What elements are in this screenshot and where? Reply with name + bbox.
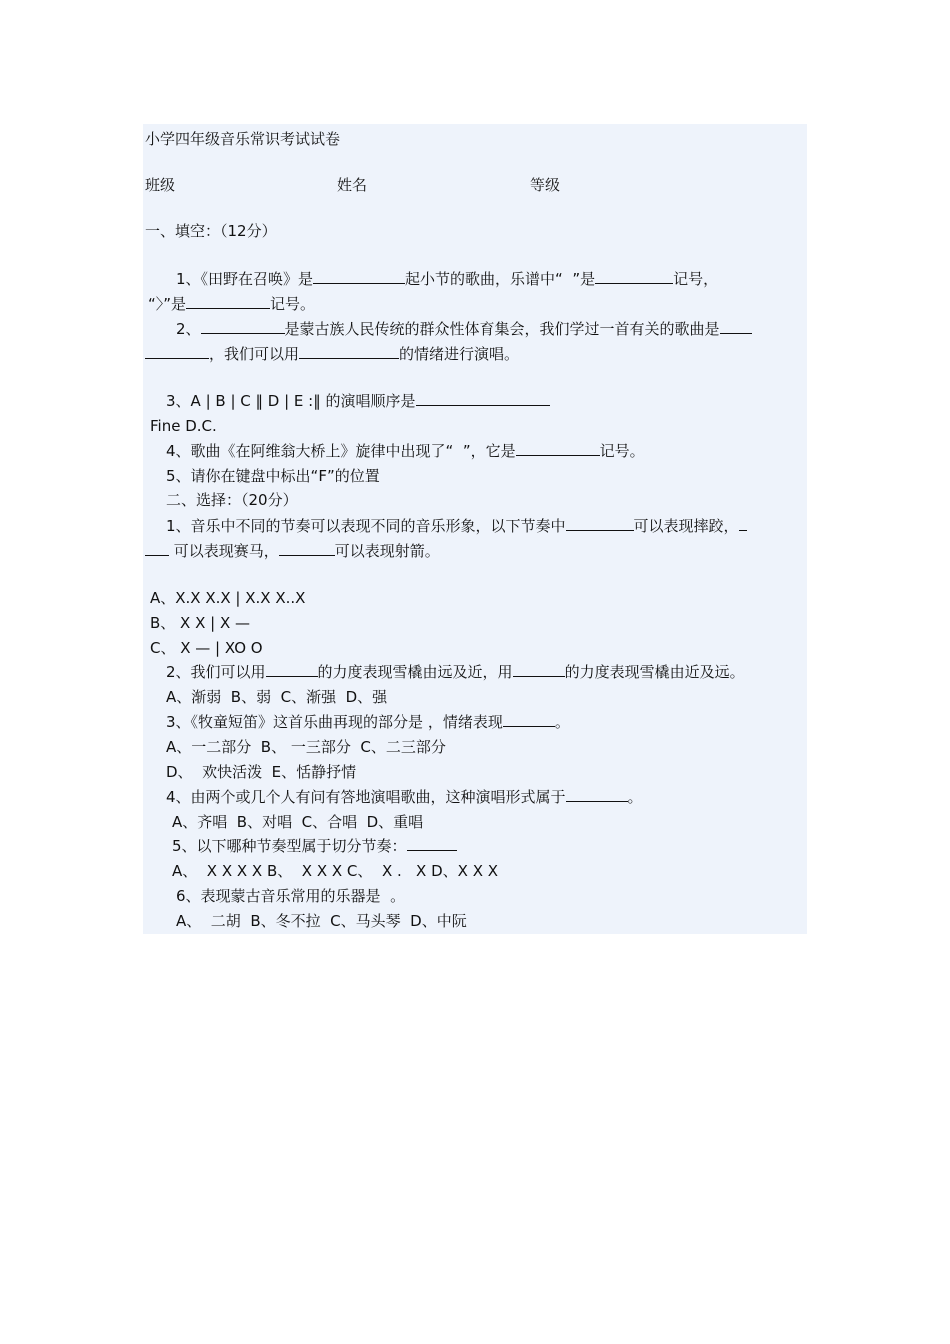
p2-q4-options: A、齐唱 B、对唱 C、合唱 D、重唱 <box>172 813 424 831</box>
p1-q1-line1 <box>176 269 718 289</box>
p2-q1-option-c: C、 X — | XO O <box>150 639 263 657</box>
p1-q4-text-b: 记号。 <box>599 442 645 460</box>
p1-q2-blank-1[interactable] <box>201 319 285 334</box>
p1-q2-blank-4[interactable] <box>299 344 399 359</box>
p1-q1-blank-3[interactable] <box>186 294 270 309</box>
p2-q2-line <box>166 662 745 682</box>
class-label: 班级 <box>145 176 176 194</box>
p2-q3-text-a: 3、《牧童短笛》这首乐曲再现的部分是 ，情绪表现 <box>166 713 503 731</box>
p2-q1-option-a: A、X.X X.X | X.X X..X <box>150 589 306 607</box>
p2-q5-blank[interactable] <box>407 836 457 851</box>
p1-q1-text-d: “〉”是 <box>148 295 187 313</box>
p1-q1-blank-1[interactable] <box>313 269 405 284</box>
p1-q2-line1 <box>176 319 752 339</box>
p1-q2-line2 <box>145 344 519 364</box>
p2-q1-blank-1[interactable] <box>566 516 634 531</box>
p2-q3-line <box>166 712 570 732</box>
exam-title: 小学四年级音乐常识考试试卷 <box>145 130 341 148</box>
p2-q1-text-d: 可以表现赛马， <box>173 542 279 560</box>
p2-q2-text-a: 2、我们可以用 <box>166 663 266 681</box>
part1-heading: 一、填空：（12分） <box>145 222 277 240</box>
p2-q2-blank-1[interactable] <box>266 662 318 677</box>
p2-q1-line2 <box>145 541 440 561</box>
p1-q2-text-c: ，我们可以用 <box>209 345 300 363</box>
name-label: 姓名 <box>337 176 368 194</box>
p2-q3-text-b: 。 <box>554 713 570 731</box>
p1-q2-text-a: 2、 <box>176 320 201 338</box>
part2-heading: 二、选择：（20分） <box>166 491 298 509</box>
p2-q1-text-b: 可以表现摔跤， <box>633 517 739 535</box>
p1-q3-marks: Fine D.C. <box>150 417 217 435</box>
p2-q6-options: A、 二胡 B、冬不拉 C、马头琴 D、中阮 <box>176 912 467 930</box>
p1-q2-blank-3[interactable] <box>145 344 209 359</box>
p2-q5-text: 5、以下哪种节奏型属于切分节奏： <box>172 837 407 855</box>
p1-q4-blank[interactable] <box>516 441 600 456</box>
p2-q2-options: A、渐弱 B、弱 C、渐强 D、强 <box>166 688 388 706</box>
p1-q1-text-e: 记号。 <box>270 295 316 313</box>
p1-q3-text: 3、A | B | C ‖ D | E :‖ 的演唱顺序是 <box>166 392 416 410</box>
p1-q1-text-a: 1、《田野在召唤》是 <box>176 270 314 288</box>
p2-q2-blank-2[interactable] <box>513 662 565 677</box>
p1-q1-line2 <box>148 294 315 314</box>
p2-q1-line1 <box>166 516 747 536</box>
p2-q1-blank-2[interactable] <box>739 516 747 531</box>
p2-q4-line <box>166 787 643 807</box>
p2-q4-blank[interactable] <box>566 787 628 802</box>
p1-q3-blank[interactable] <box>416 391 550 406</box>
p1-q5-line: 5、请你在键盘中标出“F”的位置 <box>166 467 380 485</box>
p1-q4-line <box>166 441 645 461</box>
grade-label: 等级 <box>530 176 561 194</box>
p1-q3-line <box>166 391 550 411</box>
p2-q6-line: 6、表现蒙古音乐常用的乐器是 。 <box>176 887 406 905</box>
p1-q2-blank-2[interactable] <box>720 319 752 334</box>
p2-q4-text-b: 。 <box>627 788 643 806</box>
p2-q1-option-b: B、 X X | X — <box>150 614 251 632</box>
p2-q3-options-2: D、 欢快活泼 E、恬静抒情 <box>166 763 357 781</box>
p2-q1-blank-3[interactable] <box>145 541 169 556</box>
p2-q2-text-b: 的力度表现雪橇由远及近，用 <box>317 663 513 681</box>
p1-q1-blank-2[interactable] <box>595 269 673 284</box>
p1-q2-text-b: 是蒙古族人民传统的群众性体育集会，我们学过一首有关的歌曲是 <box>284 320 720 338</box>
p2-q5-line <box>172 836 457 856</box>
p2-q4-text-a: 4、由两个或几个人有问有答地演唱歌曲，这种演唱形式属于 <box>166 788 566 806</box>
p2-q5-options: A、 X X X X B、 X X X C、 X . X D、X X X <box>172 862 499 880</box>
p2-q2-text-c: 的力度表现雪橇由近及远。 <box>564 663 745 681</box>
p2-q1-text-e: 可以表现射箭。 <box>334 542 440 560</box>
p2-q3-options-1: A、一二部分 B、 一三部分 C、二三部分 <box>166 738 446 756</box>
p2-q1-blank-4[interactable] <box>279 541 335 556</box>
p1-q2-text-d: 的情绪进行演唱。 <box>399 345 520 363</box>
p1-q1-text-c: 记号， <box>673 270 719 288</box>
p2-q1-text-a: 1、音乐中不同的节奏可以表现不同的音乐形象，以下节奏中 <box>166 517 566 535</box>
p1-q1-text-b: 起小节的歌曲，乐谱中“ ”是 <box>405 270 596 288</box>
p1-q4-text-a: 4、歌曲《在阿维翁大桥上》旋律中出现了“ ”，它是 <box>166 442 516 460</box>
p2-q3-blank[interactable] <box>503 712 555 727</box>
